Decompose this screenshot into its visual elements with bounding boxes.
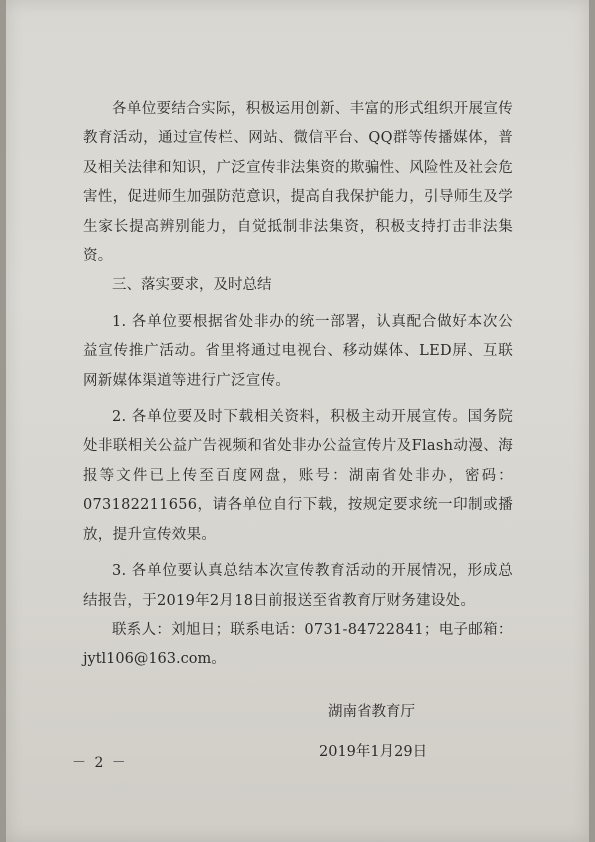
section-heading: 三、落实要求，及时总结 bbox=[112, 277, 272, 294]
contact-email: jytl106@163.com。 bbox=[83, 651, 226, 668]
list-item-2: 2. 各单位要及时下载相关资料，积极主动开展宣传。国务院处非联相关公益广告视频和省处非办公益宣传片及Flash动漫、海报等文件已上传至百度网盘，账号：湖南省处非办，密码：073182211656，请各单位自行下载，按规定要求统一印制或播放，提升宣传效果。 bbox=[83, 409, 513, 543]
spacer bbox=[83, 301, 513, 308]
page-number: － 2 － bbox=[72, 755, 128, 771]
list-item-3: 3. 各单位要认真总结本次宣传教育活动的开展情况，形成总结报告，于2019年2月18日前报送至省教育厅财务建设处。 bbox=[83, 563, 513, 609]
document-body bbox=[83, 95, 513, 674]
signature-organization: 湖南省教育厅 bbox=[328, 704, 415, 720]
signature-date: 2019年1月29日 bbox=[319, 744, 428, 760]
document-page bbox=[6, 0, 589, 842]
contact-line: 联系人：刘旭日；联系电话：0731-84722841；电子邮箱： bbox=[112, 621, 513, 638]
list-item-1: 1. 各单位要根据省处非办的统一部署，认真配合做好本次公益宣传推广活动。省里将通过电视台、移动媒体、LED屏、互联网新媒体渠道等进行广泛宣传。 bbox=[83, 313, 513, 389]
body-paragraph: 各单位要结合实际，积极运用创新、丰富的形式组织开展宣传教育活动，通过宣传栏、网站、微信平台、QQ群等传播媒体，普及相关法律和知识，广泛宣传非法集资的欺骗性、风险性及社会危害性，促进师生加强防范意识，提高自我保护能力，引导师生及学生家长提高辨别能力，自觉抵制非法集资，积极支持打击非法集资。 bbox=[83, 101, 513, 265]
spacer bbox=[83, 396, 513, 403]
spacer bbox=[83, 550, 513, 557]
